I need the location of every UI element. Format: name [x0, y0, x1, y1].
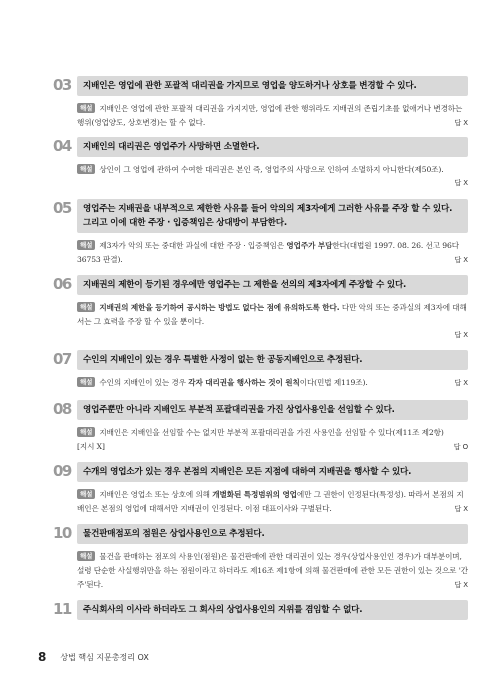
answer-text: 물건을 판매하는 점포의 사용인(점원)은 물건판매에 관한 대리권이 있는 경우(상업사용인인 경우)가 대부분이며, 설령 단순한 사실행위만을 하는 점원이라고 하더라도 제16조 제1항에 의해 물건판매에 관한 모든 권한이 있는 것으로 '간주'된다. [77, 552, 468, 589]
answer-emphasis: 영업주가 부담 [286, 241, 333, 250]
explanation-badge: 해설 [77, 103, 95, 113]
answer-mark: 답 X [454, 256, 468, 264]
question-10 [53, 524, 468, 592]
answer-mark: 답 X [454, 119, 468, 127]
explanation-badge: 해설 [77, 164, 95, 174]
explanation-badge: 해설 [77, 302, 95, 312]
question-text: 수개의 영업소가 있는 경우 본점의 지배인은 모든 지점에 대하여 지배권을 행사할 수 있다. [77, 462, 468, 482]
answer-text: 지배인은 영업에 관한 포괄적 대리권을 가지지만, 영업에 관한 행위라도 지배권의 존립기초를 없애거나 변경하는 행위(영업양도, 상호변경)는 할 수 없다. [77, 104, 463, 127]
question-05 [53, 199, 468, 267]
answer-text: 상인이 그 영업에 관하여 수여한 대리권은 본인 즉, 영업주의 사망으로 인하여 소멸하지 아니한다(제50조). [99, 165, 444, 174]
question-04 [53, 137, 468, 189]
question-09 [53, 462, 468, 516]
question-text: 지배인은 영업에 관한 포괄적 대리권을 가지므로 영업을 양도하거나 상호를 변경할 수 있다. [77, 76, 468, 96]
question-number: 03 [53, 76, 71, 94]
question-text: 지배인의 대리권은 영업주가 사망하면 소멸한다. [77, 137, 468, 157]
answer [77, 239, 468, 267]
answer-emphasis: 개별화된 특정범위의 영업 [212, 490, 297, 499]
answer-mark: 답 O [453, 443, 468, 451]
question-text: 물건판매점포의 점원은 상업사용인으로 추정된다. [77, 524, 468, 544]
book-title: 상법 핵심 지문총정리 OX [60, 652, 149, 662]
question-number: 08 [53, 400, 71, 418]
question-08 [53, 400, 468, 454]
answer-text-cont: 이다(민법 제119조). [299, 378, 368, 387]
explanation-badge: 해설 [77, 240, 95, 250]
question-11 [53, 600, 468, 620]
source-note: [지시 X] [77, 442, 105, 451]
answer [77, 376, 468, 390]
question-03 [53, 76, 468, 130]
question-06 [53, 275, 468, 341]
question-number: 09 [53, 462, 71, 480]
question-text: 수인의 지배인이 있는 경우 특별한 사정이 없는 한 공동지배인으로 추정된다. [77, 350, 468, 370]
question-text: 영업주뿐만 아니라 지배인도 부분적 포괄대리권을 가진 상업사용인을 선임할 수 있다. [77, 400, 468, 420]
answer [77, 488, 468, 516]
question-number: 06 [53, 275, 71, 293]
answer [77, 426, 468, 454]
answer-text: 수인의 지배인이 있는 경우 [99, 378, 189, 387]
explanation-badge: 해설 [77, 377, 95, 387]
answer [77, 550, 468, 592]
question-number: 07 [53, 350, 71, 368]
question-07 [53, 350, 468, 390]
answer-text-cont: 에만 그 권한이 인정된다(특정성). 따라서 본점의 지배인은 본점의 영업에 대해서만 지배권이 인정된다. 이점 대표이사와 구별된다. [77, 490, 464, 513]
explanation-badge: 해설 [77, 551, 95, 561]
answer-emphasis: 각자 대리권을 행사하는 것이 원칙 [188, 378, 300, 387]
answer-text: 지배인은 영업소 또는 상호에 의해 [99, 490, 213, 499]
answer [77, 301, 468, 341]
question-text: 영업주는 지배권을 내부적으로 제한한 사유를 들어 악의의 제3자에게 그러한 사유를 주장 할 수 있다. 그리고 이에 대한 주장 · 입증책임은 상대방이 부담한다. [77, 199, 468, 233]
answer-mark: 답 X [454, 581, 468, 589]
question-text: 지배권의 제한이 등기된 경우에만 영업주는 그 제한을 선의의 제3자에게 주장할 수 있다. [77, 275, 468, 295]
explanation-badge: 해설 [77, 489, 95, 499]
answer-mark: 답 X [454, 331, 468, 339]
answer-text: 지배인은 지배인을 선임할 수는 없지만 부분적 포괄대리권을 가진 사용인을 선임할 수 있다(제11조 제2항) [99, 428, 444, 437]
page-footer [38, 650, 149, 664]
answer [77, 102, 468, 130]
question-text: 주식회사의 이사라 하더라도 그 회사의 상업사용인의 지위를 겸임할 수 없다. [77, 600, 468, 620]
question-number: 10 [53, 524, 71, 542]
answer-emphasis: 지배권의 제한을 등기하여 공시하는 방법도 없다는 점에 유의하도록 한다. [99, 303, 340, 312]
answer-text-cont: 다만 악의 또는 중과실의 제3자에 대해서는 그 효력을 주장 할 수 있을 뿐이다. [77, 303, 467, 326]
question-number: 04 [53, 137, 71, 155]
question-number: 11 [53, 600, 71, 618]
answer-mark: 답 X [454, 505, 468, 513]
explanation-badge: 해설 [77, 427, 95, 437]
answer-mark: 답 X [454, 179, 468, 187]
answer-text-cont: 한다(대법원 1997. 08. 26. 선고 96다36753 판결). [77, 241, 459, 264]
page-number: 8 [38, 650, 47, 664]
answer [77, 163, 468, 189]
question-number: 05 [53, 199, 71, 217]
answer-text: 제3자가 악의 또는 중대한 과실에 대한 주장 · 입증책임은 [99, 241, 287, 250]
answer-mark: 답 X [454, 379, 468, 387]
